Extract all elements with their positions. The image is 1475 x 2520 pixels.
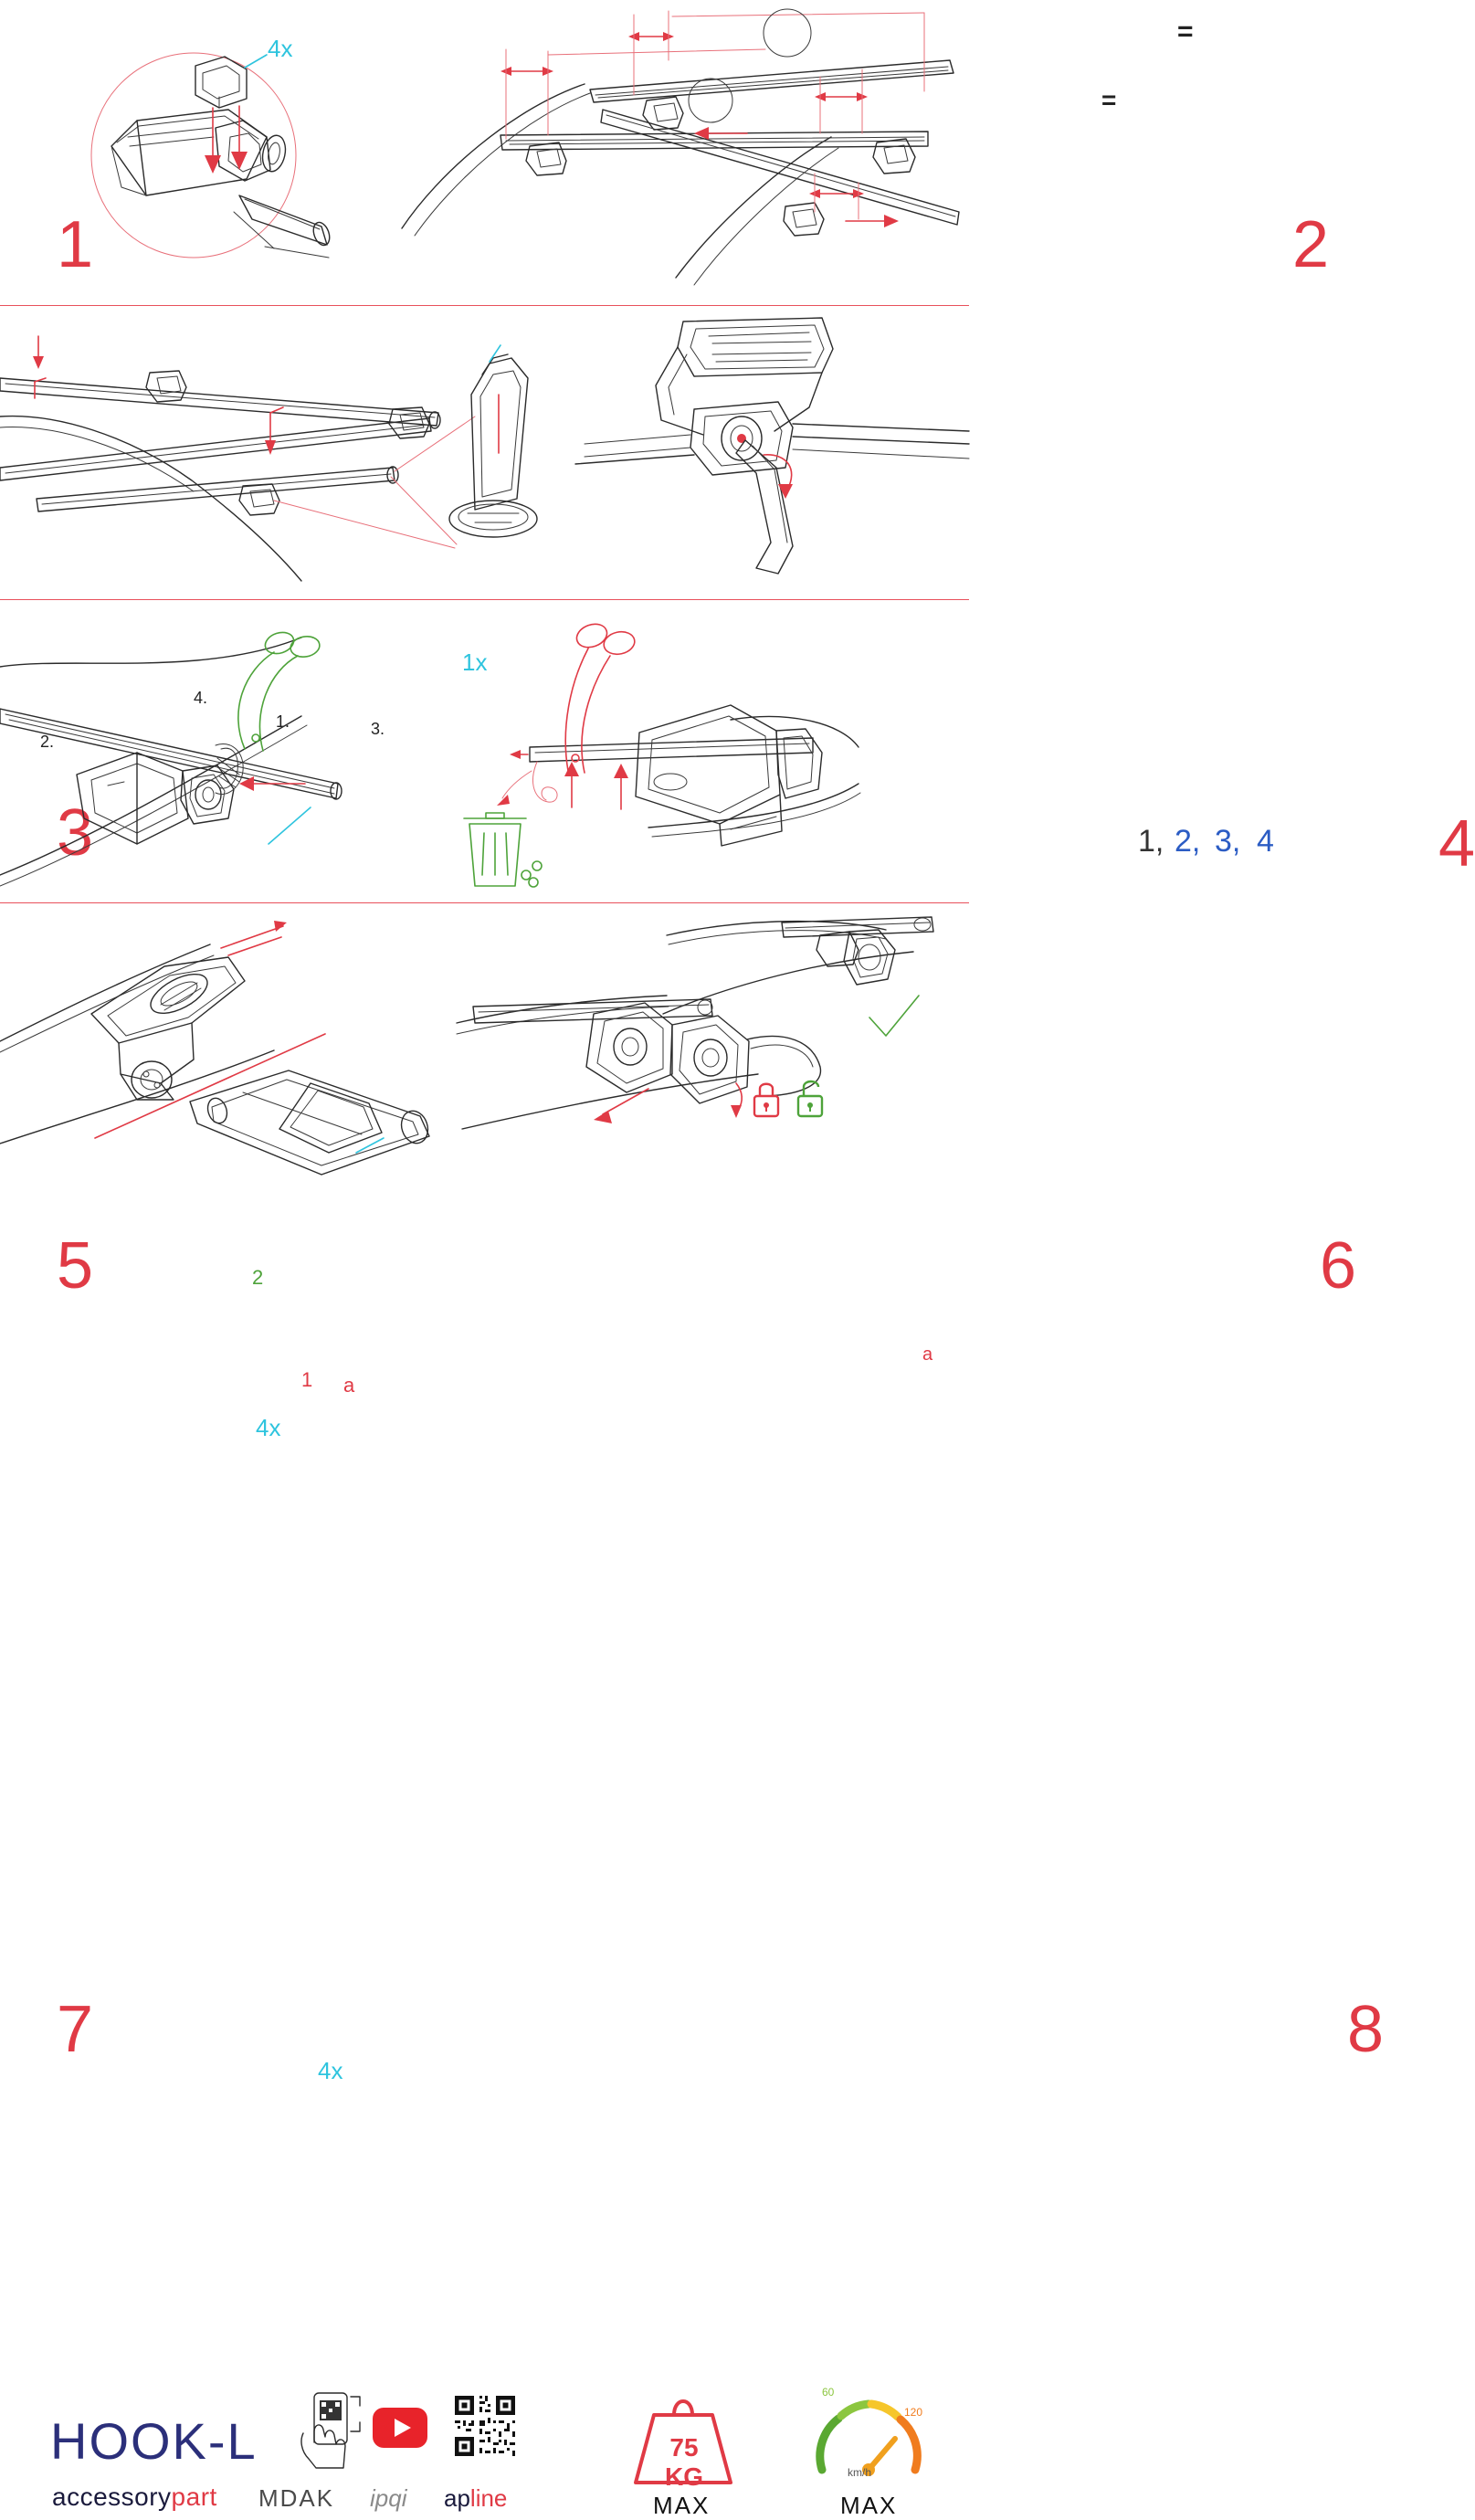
step-3-qty-label: 1x [462, 648, 488, 676]
qr-scan-hand-icon [294, 2391, 365, 2470]
divider [0, 902, 969, 903]
step-7-panel [0, 904, 457, 2084]
step-6-panel [429, 601, 1357, 1365]
qr-code-icon [452, 2393, 518, 2459]
step-8-panel [457, 904, 1385, 2066]
step-8-number: 8 [1347, 1993, 1385, 2066]
brand-name [52, 2483, 217, 2512]
step-4-seq-1: 1, [1138, 824, 1164, 859]
mdak-logo: MDAK [258, 2484, 335, 2512]
step-7-number: 7 [57, 1993, 94, 2066]
step-5-illustration [0, 601, 429, 902]
step-2-panel [402, 0, 1330, 305]
step-7-illustration [0, 904, 457, 1187]
step-1-qty-label: 4x [268, 35, 293, 62]
speed-tick-60: 60 [822, 2386, 835, 2399]
step-4-seq-3: 3, [1215, 824, 1241, 859]
step-2-equal-2: = [1101, 86, 1117, 114]
brand-suffix: part [171, 2483, 217, 2511]
step-5-number: 5 [57, 1229, 94, 1302]
step-3-label-3: 3. [371, 720, 385, 738]
divider [0, 599, 969, 600]
youtube-icon[interactable] [373, 2408, 427, 2448]
step-2-number: 2 [1292, 208, 1330, 281]
step-4-illustration [548, 307, 969, 599]
apline-logo [444, 2484, 507, 2513]
step-3-label-4: 4. [194, 689, 208, 707]
step-3-label-2: 2. [40, 733, 55, 751]
step-2-illustration [402, 0, 969, 305]
step-4-seq-2: 2, [1175, 824, 1201, 859]
step-6-label-a: a [922, 1344, 933, 1365]
step-5-panel [0, 601, 429, 1441]
step-3-number: 3 [57, 796, 94, 870]
step-7-qty-label: 4x [318, 2057, 343, 2084]
step-2-equal-1: = [1177, 16, 1194, 47]
step-6-illustration [429, 601, 969, 902]
apline-suffix: line [469, 2484, 508, 2512]
step-1-number: 1 [57, 208, 94, 281]
step-8-illustration [457, 904, 969, 1187]
step-4-number: 4 [1438, 807, 1475, 880]
step-5-label-2: 2 [252, 1266, 264, 1289]
product-title: HOOK-L [50, 2412, 258, 2470]
divider [0, 305, 969, 306]
speed-tick-120: 120 [904, 2406, 923, 2419]
step-6-number: 6 [1320, 1229, 1357, 1302]
step-4-seq-4: 4 [1257, 824, 1274, 859]
step-3-panel [0, 307, 548, 870]
max-load-value: 75 KG [665, 2433, 703, 2491]
step-1-panel [0, 0, 402, 305]
step-5-label-a: a [343, 1374, 355, 1397]
apline-prefix: ap [444, 2484, 470, 2512]
step-5-label-1: 1 [301, 1368, 313, 1391]
brand-prefix: accessory [52, 2483, 172, 2511]
max-load-label: MAX [653, 2492, 711, 2519]
step-5-qty-label: 4x [256, 1414, 281, 1441]
step-3-label-1: 1. [276, 712, 290, 731]
step-3-illustration [0, 307, 548, 599]
max-speed-label: MAX [840, 2492, 898, 2519]
step-4-panel [548, 307, 1475, 880]
speed-unit-label: km/h [848, 2466, 872, 2479]
ipqi-logo: ipqi [370, 2484, 407, 2512]
